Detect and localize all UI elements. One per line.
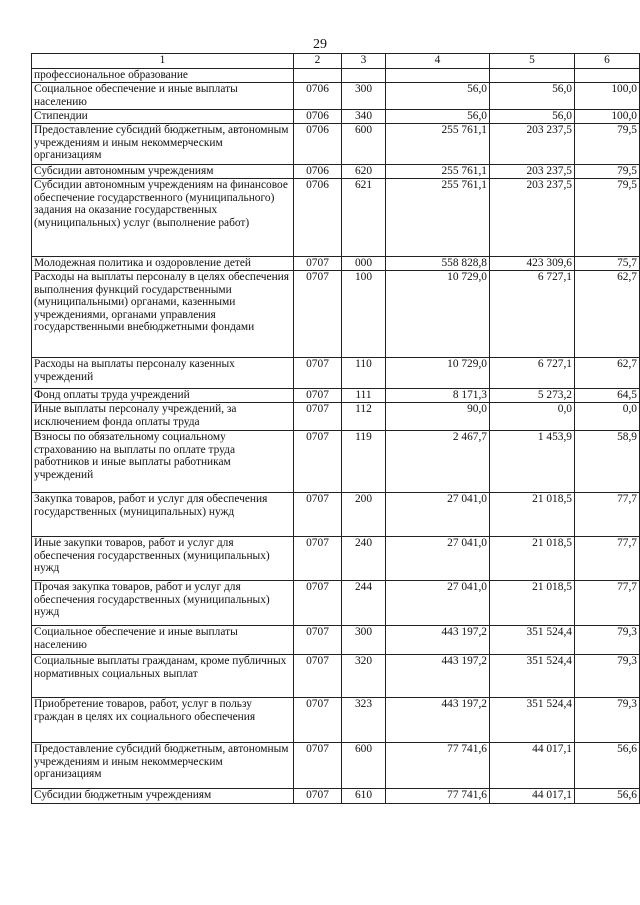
row-name-cell: Стипендии xyxy=(32,110,294,124)
table-row xyxy=(32,698,640,743)
row-type-cell: 621 xyxy=(342,179,386,257)
table-row xyxy=(32,83,640,110)
row-fact-cell: 351 524,4 xyxy=(490,626,575,655)
row-section-cell: 0707 xyxy=(294,789,342,804)
row-name-cell: Субсидии бюджетным учреждениям xyxy=(32,789,294,804)
row-section-cell: 0706 xyxy=(294,179,342,257)
row-plan-cell: 443 197,2 xyxy=(386,698,490,743)
row-percent-cell: 79,3 xyxy=(575,626,640,655)
row-section-cell: 0707 xyxy=(294,389,342,403)
row-fact-cell: 6 727,1 xyxy=(490,358,575,389)
row-fact-cell: 44 017,1 xyxy=(490,743,575,789)
row-name-cell: Иные закупки товаров, работ и услуг для обеспечения государственных (муниципальных) нужд xyxy=(32,537,294,581)
column-header: 1 xyxy=(32,54,294,69)
row-fact-cell: 21 018,5 xyxy=(490,581,575,626)
column-header: 4 xyxy=(386,54,490,69)
row-name-cell: Фонд оплаты труда учреждений xyxy=(32,389,294,403)
row-section-cell: 0706 xyxy=(294,124,342,165)
row-plan-cell: 8 171,3 xyxy=(386,389,490,403)
row-percent-cell: 79,3 xyxy=(575,698,640,743)
row-plan-cell: 56,0 xyxy=(386,83,490,110)
row-percent-cell: 77,7 xyxy=(575,537,640,581)
row-name-cell: Расходы на выплаты персоналу казенных учреждений xyxy=(32,358,294,389)
row-fact-cell: 203 237,5 xyxy=(490,124,575,165)
row-section-cell: 0707 xyxy=(294,698,342,743)
row-name-cell: Закупка товаров, работ и услуг для обеспечения государственных (муниципальных) нужд xyxy=(32,493,294,537)
row-plan-cell: 558 828,8 xyxy=(386,257,490,271)
row-section-cell: 0707 xyxy=(294,358,342,389)
row-section-cell: 0706 xyxy=(294,83,342,110)
column-header: 3 xyxy=(342,54,386,69)
column-header: 6 xyxy=(575,54,640,69)
row-fact-cell: 203 237,5 xyxy=(490,165,575,179)
row-section-cell: 0707 xyxy=(294,655,342,698)
row-fact-cell: 0,0 xyxy=(490,403,575,431)
row-name-cell: Социальное обеспечение и иные выплаты населению xyxy=(32,83,294,110)
table-row xyxy=(32,403,640,431)
row-plan-cell: 255 761,1 xyxy=(386,179,490,257)
row-fact-cell: 44 017,1 xyxy=(490,789,575,804)
table-row xyxy=(32,124,640,165)
row-plan-cell: 443 197,2 xyxy=(386,626,490,655)
row-section-cell: 0707 xyxy=(294,581,342,626)
row-fact-cell: 56,0 xyxy=(490,110,575,124)
table-row xyxy=(32,655,640,698)
table-row xyxy=(32,537,640,581)
row-name-cell: Иные выплаты персоналу учреждений, за исключением фонда оплаты труда xyxy=(32,403,294,431)
column-header: 2 xyxy=(294,54,342,69)
row-percent-cell: 77,7 xyxy=(575,493,640,537)
row-percent-cell: 100,0 xyxy=(575,110,640,124)
row-plan-cell: 255 761,1 xyxy=(386,124,490,165)
row-name-cell: Субсидии автономным учреждениям на финансовое обеспечение государственного (муниципального) задания на оказание государственных (муниципальных) услуг (выполнение работ) xyxy=(32,179,294,257)
table-row xyxy=(32,110,640,124)
table-row xyxy=(32,389,640,403)
row-percent-cell: 56,6 xyxy=(575,789,640,804)
row-fact-cell: 351 524,4 xyxy=(490,698,575,743)
row-name-cell: Предоставление субсидий бюджетным, автономным учреждениям и иным некоммерческим организациям xyxy=(32,743,294,789)
row-type-cell: 112 xyxy=(342,403,386,431)
row-section-cell: 0707 xyxy=(294,493,342,537)
row-name-cell: Взносы по обязательному социальному страхованию на выплаты по оплате труда работников и иные выплаты работникам учреждений xyxy=(32,431,294,493)
row-fact-cell: 351 524,4 xyxy=(490,655,575,698)
row-name-cell: профессиональное образование xyxy=(32,69,294,83)
row-section-cell: 0707 xyxy=(294,431,342,493)
table-row xyxy=(32,493,640,537)
row-type-cell: 600 xyxy=(342,743,386,789)
row-type-cell: 320 xyxy=(342,655,386,698)
row-percent-cell: 62,7 xyxy=(575,358,640,389)
row-plan-cell: 90,0 xyxy=(386,403,490,431)
column-header: 5 xyxy=(490,54,575,69)
row-plan-cell: 27 041,0 xyxy=(386,493,490,537)
row-plan-cell: 27 041,0 xyxy=(386,537,490,581)
table-row xyxy=(32,626,640,655)
row-type-cell: 300 xyxy=(342,626,386,655)
row-fact-cell: 1 453,9 xyxy=(490,431,575,493)
row-type-cell: 323 xyxy=(342,698,386,743)
table-body xyxy=(32,69,640,804)
row-section-cell: 0706 xyxy=(294,110,342,124)
row-percent-cell: 62,7 xyxy=(575,271,640,358)
row-name-cell: Социальное обеспечение и иные выплаты населению xyxy=(32,626,294,655)
row-plan-cell: 27 041,0 xyxy=(386,581,490,626)
row-name-cell: Предоставление субсидий бюджетным, автономным учреждениям и иным некоммерческим организациям xyxy=(32,124,294,165)
row-section-cell: 0707 xyxy=(294,271,342,358)
row-percent-cell: 79,5 xyxy=(575,179,640,257)
row-percent-cell: 58,9 xyxy=(575,431,640,493)
row-name-cell: Прочая закупка товаров, работ и услуг для обеспечения государственных (муниципальных) нужд xyxy=(32,581,294,626)
table-header xyxy=(32,54,640,69)
row-percent-cell: 79,5 xyxy=(575,165,640,179)
row-name-cell: Приобретение товаров, работ, услуг в пользу граждан в целях их социального обеспечения xyxy=(32,698,294,743)
row-fact-cell: 21 018,5 xyxy=(490,493,575,537)
table-row xyxy=(32,69,640,83)
row-type-cell: 240 xyxy=(342,537,386,581)
row-section-cell: 0707 xyxy=(294,743,342,789)
row-type-cell: 110 xyxy=(342,358,386,389)
row-plan-cell: 77 741,6 xyxy=(386,789,490,804)
row-percent-cell: 100,0 xyxy=(575,83,640,110)
row-name-cell: Субсидии автономным учреждениям xyxy=(32,165,294,179)
row-type-cell: 000 xyxy=(342,257,386,271)
row-fact-cell: 56,0 xyxy=(490,83,575,110)
row-percent-cell: 79,3 xyxy=(575,655,640,698)
row-plan-cell: 2 467,7 xyxy=(386,431,490,493)
row-type-cell: 620 xyxy=(342,165,386,179)
row-name-cell: Расходы на выплаты персоналу в целях обеспечения выполнения функций государственными (муниципальными) органами, казенными учреждениями, органами управления государственными внебюджетными фондами xyxy=(32,271,294,358)
table-row xyxy=(32,271,640,358)
row-plan-cell: 56,0 xyxy=(386,110,490,124)
row-type-cell: 340 xyxy=(342,110,386,124)
header-row xyxy=(32,54,640,69)
row-type-cell xyxy=(342,69,386,83)
row-plan-cell: 10 729,0 xyxy=(386,271,490,358)
table-row xyxy=(32,743,640,789)
row-percent-cell xyxy=(575,69,640,83)
row-section-cell xyxy=(294,69,342,83)
row-plan-cell xyxy=(386,69,490,83)
row-plan-cell: 77 741,6 xyxy=(386,743,490,789)
row-type-cell: 610 xyxy=(342,789,386,804)
row-percent-cell: 79,5 xyxy=(575,124,640,165)
row-percent-cell: 0,0 xyxy=(575,403,640,431)
row-section-cell: 0707 xyxy=(294,626,342,655)
row-fact-cell xyxy=(490,69,575,83)
row-percent-cell: 64,5 xyxy=(575,389,640,403)
table-row xyxy=(32,581,640,626)
table-row xyxy=(32,165,640,179)
row-name-cell: Социальные выплаты гражданам, кроме публичных нормативных социальных выплат xyxy=(32,655,294,698)
row-type-cell: 200 xyxy=(342,493,386,537)
table-row xyxy=(32,179,640,257)
budget-table xyxy=(31,53,640,804)
row-section-cell: 0706 xyxy=(294,165,342,179)
row-type-cell: 600 xyxy=(342,124,386,165)
table-row xyxy=(32,431,640,493)
row-percent-cell: 75,7 xyxy=(575,257,640,271)
row-section-cell: 0707 xyxy=(294,403,342,431)
table-row xyxy=(32,358,640,389)
row-fact-cell: 203 237,5 xyxy=(490,179,575,257)
row-type-cell: 300 xyxy=(342,83,386,110)
row-percent-cell: 56,6 xyxy=(575,743,640,789)
table-row xyxy=(32,257,640,271)
row-plan-cell: 443 197,2 xyxy=(386,655,490,698)
row-type-cell: 111 xyxy=(342,389,386,403)
table-row xyxy=(32,789,640,804)
row-fact-cell: 5 273,2 xyxy=(490,389,575,403)
row-plan-cell: 10 729,0 xyxy=(386,358,490,389)
row-section-cell: 0707 xyxy=(294,257,342,271)
row-type-cell: 100 xyxy=(342,271,386,358)
row-name-cell: Молодежная политика и оздоровление детей xyxy=(32,257,294,271)
row-type-cell: 244 xyxy=(342,581,386,626)
row-section-cell: 0707 xyxy=(294,537,342,581)
row-fact-cell: 423 309,6 xyxy=(490,257,575,271)
page-number: 29 xyxy=(313,37,327,52)
row-plan-cell: 255 761,1 xyxy=(386,165,490,179)
row-fact-cell: 21 018,5 xyxy=(490,537,575,581)
row-percent-cell: 77,7 xyxy=(575,581,640,626)
row-fact-cell: 6 727,1 xyxy=(490,271,575,358)
row-type-cell: 119 xyxy=(342,431,386,493)
